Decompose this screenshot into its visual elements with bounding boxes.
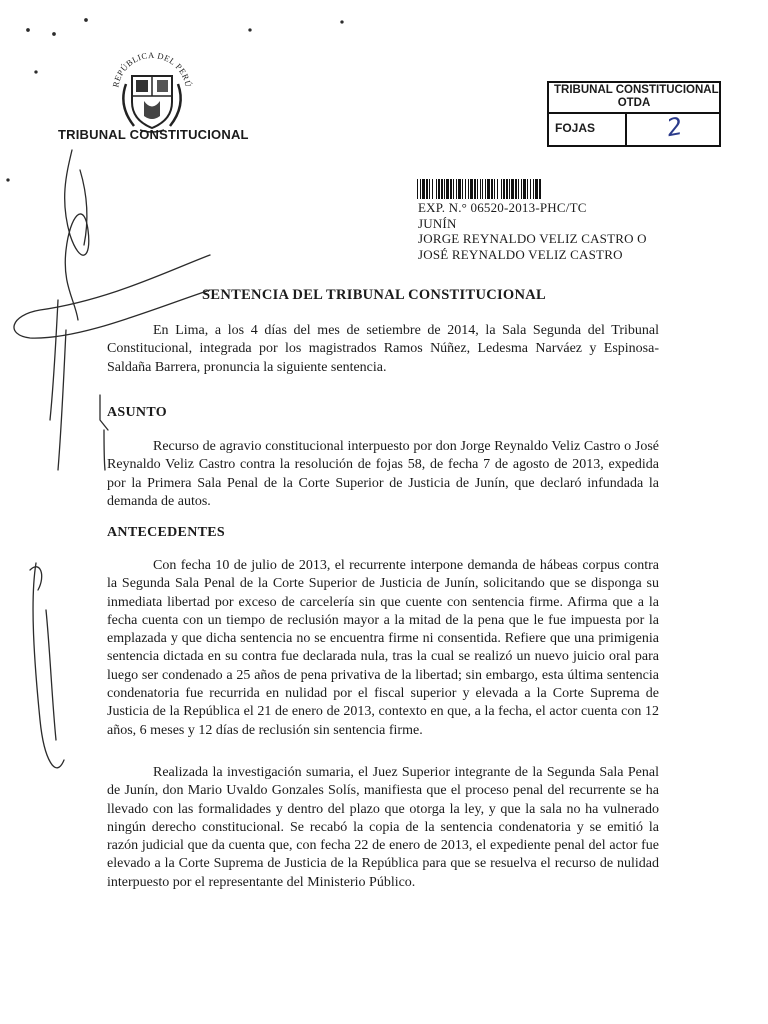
barcode-bar	[446, 179, 449, 199]
barcode-bar	[470, 179, 473, 199]
barcode-bar	[482, 179, 483, 199]
barcode-bar	[417, 179, 418, 199]
case-info	[418, 200, 647, 262]
intro-text: En Lima, a los 4 días del mes de setiembre de 2014, la Sala Segunda del Tribunal Constitucional, integrada por los magistrados Ramos Núñez, Ledesma Narváez y Espinosa-Saldaña Barrera, pronuncia la siguiente sentencia.	[107, 323, 659, 375]
antecedentes-paragraph-1	[107, 557, 659, 740]
document-title: SENTENCIA DEL TRIBUNAL CONSTITUCIONAL	[202, 287, 547, 303]
section-heading-asunto: ASUNTO	[107, 405, 167, 420]
barcode-bar	[450, 179, 452, 199]
barcode-bar	[533, 179, 534, 199]
asunto-text: Recurso de agravio constitucional interpuesto por don Jorge Reynaldo Veliz Castro o José Reynaldo Veliz Castro contra la resolución de fojas 58, de fecha 7 de agosto de 2013, expedida por la Primera Sala Penal de la Corte Superior de Justicia de Junín, que declaró infundada la demanda de autos.	[107, 439, 659, 509]
barcode-bar	[426, 179, 428, 199]
stamp-office: OTDA	[617, 97, 651, 109]
barcode-bar	[477, 179, 478, 199]
barcode-bar	[506, 179, 508, 199]
barcode-bar	[518, 179, 519, 199]
barcode-bar	[480, 179, 481, 199]
case-number: EXP. N.° 06520-2013-PHC/TC	[418, 200, 587, 215]
barcode-bar	[494, 179, 495, 199]
intro-paragraph	[107, 322, 659, 377]
barcode-bar	[523, 179, 526, 199]
barcode-bar	[527, 179, 528, 199]
antecedentes-text-1: Con fecha 10 de julio de 2013, el recurrente interpone demanda de hábeas corpus contra la Segunda Sala Penal de la Corte Superior de Justicia de Junín, solicitando que se disponga su inmediata libertad por exceso de carcelería sin que cuente con sentencia firme. Afirma que a la fecha cuenta con un tiempo de reclusión mayor a la mitad de la pena que le fue impuesta por la emplazada y que dicha sentencia no se encuentra firme ni consentida. Refiere que una primigenia sentencia dictada en su contra fue declarada nula, tras la cual se realizó un nuevo juicio oral para luego ser condenado a 25 años de pena privativa de la libertad; sin embargo, esta última sentencia condenatoria fue recurrida en nulidad por el fiscal superior y elevada a la Corte Suprema de Justicia de la República el 21 de enero de 2013, contexto en que, a la fecha, el actor cuenta con 12 años, 6 meses y 12 días de reclusión sin sentencia firme.	[107, 558, 659, 738]
institution-name: TRIBUNAL CONSTITUCIONAL	[58, 127, 249, 142]
barcode-bar	[521, 179, 522, 199]
case-region: JUNÍN	[418, 215, 457, 231]
barcode-bar	[468, 179, 469, 199]
barcode-bar	[503, 179, 505, 199]
barcode-bar	[422, 179, 425, 199]
barcode-bar	[429, 179, 430, 199]
asunto-paragraph	[107, 438, 659, 511]
barcode-bar	[456, 179, 457, 199]
case-party-2: JOSÉ REYNALDO VELIZ CASTRO	[418, 246, 623, 262]
barcode-bar	[438, 179, 440, 199]
barcode-bar	[497, 179, 498, 199]
antecedentes-paragraph-2	[107, 764, 659, 892]
stamp-header	[549, 83, 719, 114]
stamp-institution: TRIBUNAL CONSTITUCIONAL	[554, 84, 719, 96]
barcode-bar	[436, 179, 437, 199]
barcode-bar	[509, 179, 510, 199]
stamp-fojas-label: FOJAS	[555, 121, 596, 135]
barcode-bar	[453, 179, 454, 199]
barcode-bar	[501, 179, 502, 199]
barcode-bar	[465, 179, 466, 199]
case-party-1: JORGE REYNALDO VELIZ CASTRO O	[418, 231, 647, 246]
barcode-bar	[515, 179, 517, 199]
barcode-bar	[441, 179, 443, 199]
barcode-bar	[474, 179, 476, 199]
svg-text:REPÚBLICA DEL PERÚ: REPÚBLICA DEL PERÚ	[110, 49, 194, 89]
antecedentes-text-2: Realizada la investigación sumaria, el Juez Superior integrante de la Segunda Sala Penal de Junín, don Mario Uvaldo Gonzales Solís, manifiesta que el proceso penal del recurrente se ha llevado con las formalidades y dentro del plazo que otorga la ley, y que la sala no ha vulnerado ningún derecho constitucional. Se recabó la copia de la sentencia condenatoria y se emitió la razón judicial que da cuenta que, con fecha 22 de enero de 2013, el expediente penal del actor fue elevado a la Corte Suprema de Justicia de la República para que se resuelva el recurso de nulidad interpuesto por el representante del Ministerio Público.	[107, 765, 659, 890]
fojas-stamp	[547, 81, 721, 147]
section-heading-antecedentes: ANTECEDENTES	[107, 525, 225, 540]
barcode-bar	[539, 179, 541, 199]
barcode-bar	[462, 179, 463, 199]
barcode-bar	[485, 179, 486, 199]
barcode-bar	[458, 179, 461, 199]
barcode-bar	[420, 179, 421, 199]
coat-of-arms-seal	[104, 46, 200, 134]
barcode-bar	[491, 179, 493, 199]
stamp-fojas-number: 2	[664, 111, 685, 143]
barcode-bar	[511, 179, 514, 199]
barcode-bar	[487, 179, 490, 199]
barcode-bar	[530, 179, 531, 199]
stamp-divider	[625, 112, 627, 145]
barcode-bar	[535, 179, 538, 199]
barcode-bar	[432, 179, 433, 199]
barcode	[417, 179, 541, 199]
barcode-bar	[444, 179, 445, 199]
